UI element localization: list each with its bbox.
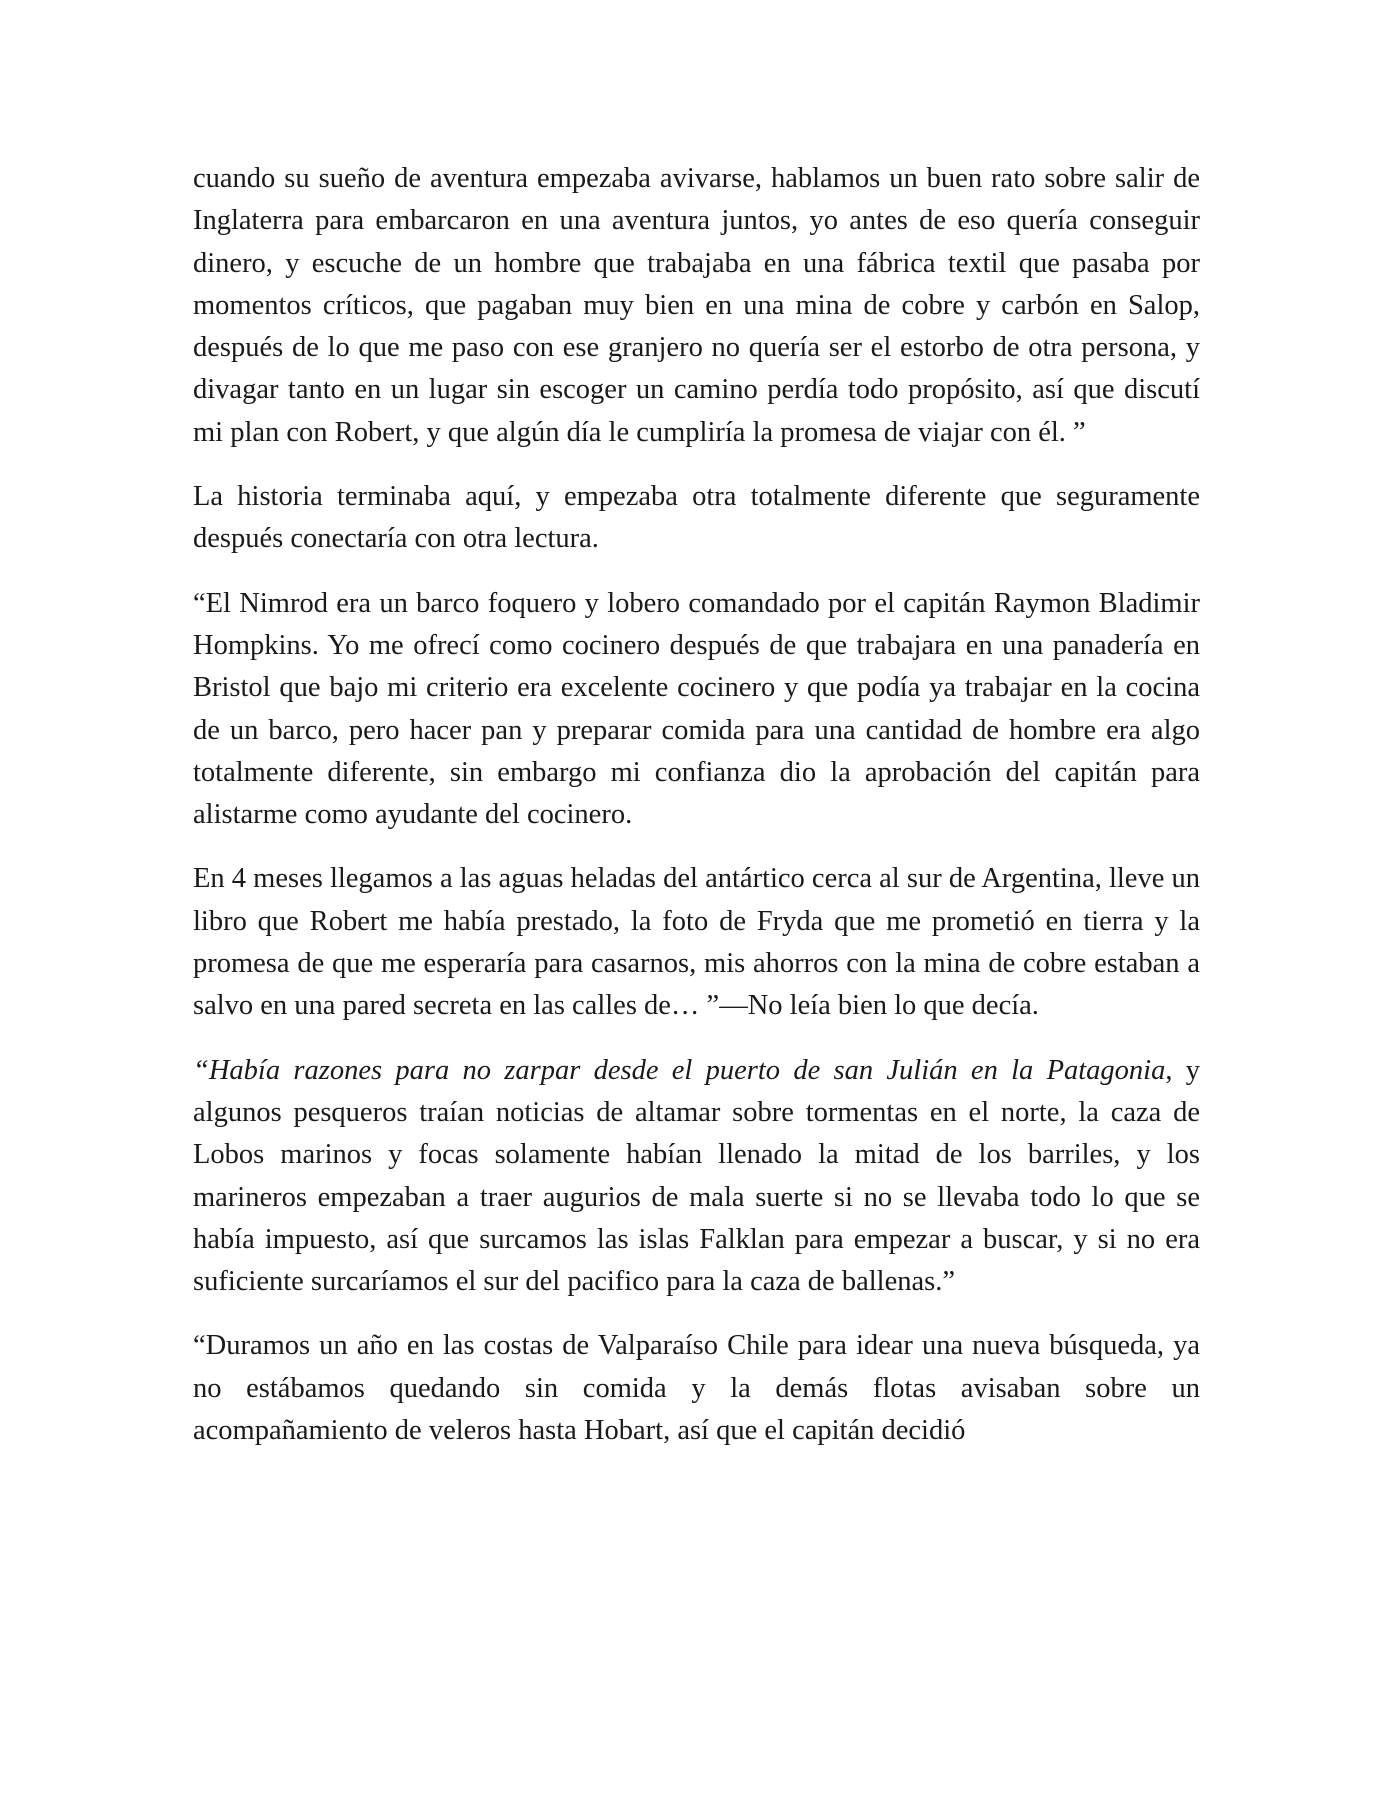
paragraph-1: cuando su sueño de aventura empezaba avivarse, hablamos un buen rato sobre salir de Inglaterra para embarcaron en una aventura juntos, yo antes de eso quería conseguir dinero, y escuche de un hombre que trabajaba en una fábrica textil que pasaba por momentos críticos, que pagaban muy bien en una mina de cobre y carbón en Salop, después de lo que me paso con ese granjero no quería ser el estorbo de otra persona, y divagar tanto en un lugar sin escoger un camino perdía todo propósito, así que discutí mi plan con Robert, y que algún día le cumpliría la promesa de viajar con él. ” <box>193 163 1200 448</box>
paragraph-5-italic-lead: “Había razones para no zarpar desde el puerto de san Julián en la Patagonia <box>193 1054 1166 1086</box>
paragraph-6: “Duramos un año en las costas de Valparaíso Chile para idear una nueva búsqueda, ya no estábamos quedando sin comida y la demás flotas avisaban sobre un acompañamiento de veleros hasta Hobart, así que el capitán decidió <box>193 1330 1200 1447</box>
document-page <box>193 158 1200 1452</box>
paragraph-4: En 4 meses llegamos a las aguas heladas del antártico cerca al sur de Argentina, lleve un libro que Robert me había prestado, la foto de Fryda que me prometió en tierra y la promesa de que me esperaría para casarnos, mis ahorros con la mina de cobre estaban a salvo en una pared secreta en las calles de… ”—No leía bien lo que decía. <box>193 863 1200 1022</box>
paragraph-2: La historia terminaba aquí, y empezaba otra totalmente diferente que seguramente después conectaría con otra lectura. <box>193 481 1200 555</box>
paragraph-5-text: , y algunos pesqueros traían noticias de altamar sobre tormentas en el norte, la caza de Lobos marinos y focas solamente habían llenado la mitad de los barriles, y los marineros empezaban a traer augurios de mala suerte si no se llevaba todo lo que se había impuesto, así que surcamos las islas Falklan para empezar a buscar, y si no era suficiente surcaríamos el sur del pacifico para la caza de ballenas.” <box>193 1054 1201 1298</box>
paragraph-3: “El Nimrod era un barco foquero y lobero comandado por el capitán Raymon Bladimir Hompkins. Yo me ofrecí como cocinero después de que trabajara en una panadería en Bristol que bajo mi criterio era excelente cocinero y que podía ya trabajar en la cocina de un barco, pero hacer pan y preparar comida para una cantidad de hombre era algo totalmente diferente, sin embargo mi confianza dio la aprobación del capitán para alistarme como ayudante del cocinero. <box>193 587 1200 831</box>
paragraph-5 <box>193 1050 1200 1304</box>
